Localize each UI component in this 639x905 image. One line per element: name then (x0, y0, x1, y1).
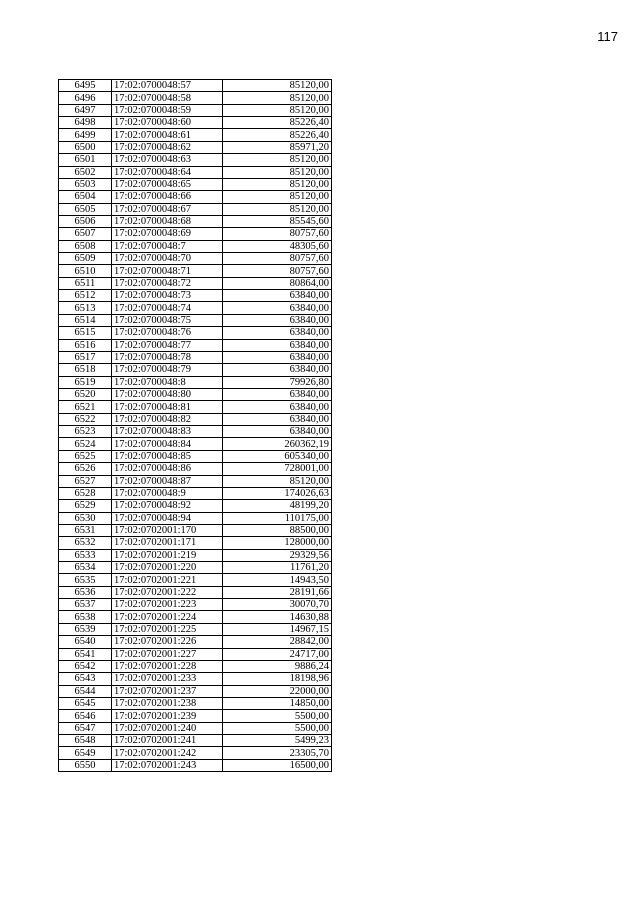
cadastral-number-cell: 17:02:0700048:69 (112, 228, 223, 240)
value-cell: 14630,88 (223, 611, 332, 623)
cadastral-number-cell: 17:02:0702001:241 (112, 735, 223, 747)
cadastral-number-cell: 17:02:0702001:226 (112, 636, 223, 648)
row-number-cell: 6518 (59, 364, 112, 376)
cadastral-number-cell: 17:02:0700048:68 (112, 215, 223, 227)
table-row (59, 265, 332, 277)
value-cell: 48305,60 (223, 240, 332, 252)
row-number-cell: 6542 (59, 660, 112, 672)
cadastral-number-cell: 17:02:0700048:94 (112, 512, 223, 524)
cadastral-number-cell: 17:02:0702001:225 (112, 623, 223, 635)
table-row (59, 562, 332, 574)
row-number-cell: 6540 (59, 636, 112, 648)
value-cell: 85120,00 (223, 203, 332, 215)
cadastral-number-cell: 17:02:0700048:63 (112, 154, 223, 166)
table-row (59, 141, 332, 153)
row-number-cell: 6543 (59, 673, 112, 685)
table-row (59, 203, 332, 215)
value-cell: 14850,00 (223, 697, 332, 709)
table-row (59, 426, 332, 438)
table-row (59, 228, 332, 240)
cadastral-number-cell: 17:02:0700048:59 (112, 104, 223, 116)
cadastral-number-cell: 17:02:0702001:243 (112, 759, 223, 771)
value-cell: 85120,00 (223, 475, 332, 487)
cadastral-number-cell: 17:02:0702001:239 (112, 710, 223, 722)
value-cell: 174026,63 (223, 487, 332, 499)
row-number-cell: 6545 (59, 697, 112, 709)
table-row (59, 549, 332, 561)
row-number-cell: 6506 (59, 215, 112, 227)
row-number-cell: 6537 (59, 599, 112, 611)
table-row (59, 735, 332, 747)
row-number-cell: 6527 (59, 475, 112, 487)
row-number-cell: 6539 (59, 623, 112, 635)
row-number-cell: 6520 (59, 388, 112, 400)
table-row (59, 388, 332, 400)
cadastral-number-cell: 17:02:0702001:223 (112, 599, 223, 611)
row-number-cell: 6525 (59, 450, 112, 462)
value-cell: 85120,00 (223, 178, 332, 190)
row-number-cell: 6524 (59, 438, 112, 450)
table-row (59, 636, 332, 648)
row-number-cell: 6519 (59, 376, 112, 388)
cadastral-number-cell: 17:02:0700048:60 (112, 117, 223, 129)
value-cell: 63840,00 (223, 388, 332, 400)
table-row (59, 673, 332, 685)
table-body (59, 80, 332, 772)
table-row (59, 438, 332, 450)
value-cell: 80757,60 (223, 265, 332, 277)
value-cell: 85226,40 (223, 117, 332, 129)
cadastral-number-cell: 17:02:0702001:227 (112, 648, 223, 660)
cadastral-number-cell: 17:02:0700048:66 (112, 191, 223, 203)
cadastral-number-cell: 17:02:0702001:220 (112, 562, 223, 574)
value-cell: 18198,96 (223, 673, 332, 685)
cadastral-number-cell: 17:02:0700048:77 (112, 339, 223, 351)
table-row (59, 351, 332, 363)
cadastral-number-cell: 17:02:0700048:70 (112, 253, 223, 265)
row-number-cell: 6535 (59, 574, 112, 586)
table-row (59, 104, 332, 116)
value-cell: 63840,00 (223, 351, 332, 363)
table-row (59, 80, 332, 92)
table-row (59, 722, 332, 734)
cadastral-number-cell: 17:02:0700048:67 (112, 203, 223, 215)
row-number-cell: 6526 (59, 463, 112, 475)
value-cell: 79926,80 (223, 376, 332, 388)
row-number-cell: 6509 (59, 253, 112, 265)
value-cell: 63840,00 (223, 314, 332, 326)
value-cell: 728001,00 (223, 463, 332, 475)
cadastral-number-cell: 17:02:0700048:8 (112, 376, 223, 388)
value-cell: 63840,00 (223, 339, 332, 351)
cadastral-number-cell: 17:02:0700048:57 (112, 80, 223, 92)
row-number-cell: 6505 (59, 203, 112, 215)
table-row (59, 463, 332, 475)
cadastral-number-cell: 17:02:0702001:222 (112, 586, 223, 598)
value-cell: 5500,00 (223, 710, 332, 722)
row-number-cell: 6499 (59, 129, 112, 141)
value-cell: 605340,00 (223, 450, 332, 462)
table-row (59, 129, 332, 141)
row-number-cell: 6549 (59, 747, 112, 759)
row-number-cell: 6501 (59, 154, 112, 166)
cadastral-number-cell: 17:02:0702001:242 (112, 747, 223, 759)
cadastral-number-cell: 17:02:0700048:58 (112, 92, 223, 104)
cadastral-number-cell: 17:02:0702001:219 (112, 549, 223, 561)
value-cell: 28842,00 (223, 636, 332, 648)
value-cell: 48199,20 (223, 500, 332, 512)
row-number-cell: 6538 (59, 611, 112, 623)
data-table (58, 79, 332, 772)
value-cell: 88500,00 (223, 524, 332, 536)
table-row (59, 710, 332, 722)
cadastral-number-cell: 17:02:0700048:82 (112, 413, 223, 425)
row-number-cell: 6532 (59, 537, 112, 549)
cadastral-number-cell: 17:02:0702001:170 (112, 524, 223, 536)
table-row (59, 500, 332, 512)
value-cell: 80757,60 (223, 228, 332, 240)
value-cell: 63840,00 (223, 401, 332, 413)
value-cell: 29329,56 (223, 549, 332, 561)
row-number-cell: 6530 (59, 512, 112, 524)
row-number-cell: 6516 (59, 339, 112, 351)
cadastral-number-cell: 17:02:0700048:73 (112, 290, 223, 302)
value-cell: 85120,00 (223, 104, 332, 116)
table-row (59, 376, 332, 388)
table-row (59, 277, 332, 289)
table-row (59, 290, 332, 302)
cadastral-number-cell: 17:02:0700048:71 (112, 265, 223, 277)
row-number-cell: 6498 (59, 117, 112, 129)
cadastral-number-cell: 17:02:0700048:75 (112, 314, 223, 326)
cadastral-number-cell: 17:02:0702001:233 (112, 673, 223, 685)
row-number-cell: 6533 (59, 549, 112, 561)
row-number-cell: 6548 (59, 735, 112, 747)
table-row (59, 487, 332, 499)
row-number-cell: 6496 (59, 92, 112, 104)
row-number-cell: 6517 (59, 351, 112, 363)
value-cell: 85971,20 (223, 141, 332, 153)
cadastral-number-cell: 17:02:0702001:171 (112, 537, 223, 549)
table-row (59, 574, 332, 586)
value-cell: 63840,00 (223, 364, 332, 376)
row-number-cell: 6513 (59, 302, 112, 314)
row-number-cell: 6507 (59, 228, 112, 240)
table-row (59, 697, 332, 709)
table-row (59, 117, 332, 129)
value-cell: 30070,70 (223, 599, 332, 611)
value-cell: 22000,00 (223, 685, 332, 697)
cadastral-number-cell: 17:02:0700048:92 (112, 500, 223, 512)
table-row (59, 413, 332, 425)
table-row (59, 512, 332, 524)
value-cell: 128000,00 (223, 537, 332, 549)
value-cell: 85226,40 (223, 129, 332, 141)
row-number-cell: 6511 (59, 277, 112, 289)
cadastral-number-cell: 17:02:0700048:9 (112, 487, 223, 499)
cadastral-number-cell: 17:02:0700048:76 (112, 327, 223, 339)
cadastral-number-cell: 17:02:0702001:237 (112, 685, 223, 697)
row-number-cell: 6550 (59, 759, 112, 771)
cadastral-number-cell: 17:02:0700048:72 (112, 277, 223, 289)
value-cell: 5500,00 (223, 722, 332, 734)
row-number-cell: 6541 (59, 648, 112, 660)
table-row (59, 166, 332, 178)
row-number-cell: 6528 (59, 487, 112, 499)
row-number-cell: 6522 (59, 413, 112, 425)
row-number-cell: 6502 (59, 166, 112, 178)
row-number-cell: 6547 (59, 722, 112, 734)
value-cell: 23305,70 (223, 747, 332, 759)
cadastral-number-cell: 17:02:0700048:79 (112, 364, 223, 376)
table-row (59, 178, 332, 190)
cadastral-number-cell: 17:02:0702001:228 (112, 660, 223, 672)
table-row (59, 450, 332, 462)
value-cell: 9886,24 (223, 660, 332, 672)
cadastral-number-cell: 17:02:0700048:64 (112, 166, 223, 178)
table-row (59, 327, 332, 339)
table-row (59, 623, 332, 635)
table-row (59, 524, 332, 536)
table-row (59, 660, 332, 672)
cadastral-number-cell: 17:02:0700048:65 (112, 178, 223, 190)
value-cell: 24717,00 (223, 648, 332, 660)
row-number-cell: 6515 (59, 327, 112, 339)
value-cell: 260362,19 (223, 438, 332, 450)
row-number-cell: 6536 (59, 586, 112, 598)
row-number-cell: 6495 (59, 80, 112, 92)
row-number-cell: 6504 (59, 191, 112, 203)
table-row (59, 611, 332, 623)
value-cell: 110175,00 (223, 512, 332, 524)
value-cell: 85120,00 (223, 154, 332, 166)
table-row (59, 339, 332, 351)
row-number-cell: 6508 (59, 240, 112, 252)
value-cell: 5499,23 (223, 735, 332, 747)
cadastral-number-cell: 17:02:0702001:238 (112, 697, 223, 709)
row-number-cell: 6529 (59, 500, 112, 512)
table-row (59, 537, 332, 549)
cadastral-number-cell: 17:02:0702001:240 (112, 722, 223, 734)
table-row (59, 648, 332, 660)
value-cell: 80757,60 (223, 253, 332, 265)
table-row (59, 685, 332, 697)
value-cell: 85120,00 (223, 92, 332, 104)
cadastral-number-cell: 17:02:0700048:80 (112, 388, 223, 400)
table-row (59, 314, 332, 326)
value-cell: 63840,00 (223, 426, 332, 438)
row-number-cell: 6523 (59, 426, 112, 438)
table-row (59, 302, 332, 314)
table-row (59, 364, 332, 376)
table-row (59, 215, 332, 227)
row-number-cell: 6534 (59, 562, 112, 574)
value-cell: 85545,60 (223, 215, 332, 227)
cadastral-number-cell: 17:02:0700048:81 (112, 401, 223, 413)
table-row (59, 240, 332, 252)
cadastral-number-cell: 17:02:0700048:87 (112, 475, 223, 487)
value-cell: 80864,00 (223, 277, 332, 289)
table-row (59, 586, 332, 598)
row-number-cell: 6497 (59, 104, 112, 116)
table-row (59, 401, 332, 413)
row-number-cell: 6512 (59, 290, 112, 302)
row-number-cell: 6531 (59, 524, 112, 536)
table-row (59, 92, 332, 104)
table-row (59, 154, 332, 166)
table-row (59, 747, 332, 759)
row-number-cell: 6546 (59, 710, 112, 722)
cadastral-number-cell: 17:02:0700048:78 (112, 351, 223, 363)
cadastral-number-cell: 17:02:0700048:74 (112, 302, 223, 314)
cadastral-number-cell: 17:02:0702001:224 (112, 611, 223, 623)
value-cell: 16500,00 (223, 759, 332, 771)
value-cell: 63840,00 (223, 413, 332, 425)
value-cell: 63840,00 (223, 302, 332, 314)
cadastral-number-cell: 17:02:0700048:84 (112, 438, 223, 450)
value-cell: 85120,00 (223, 166, 332, 178)
value-cell: 14943,50 (223, 574, 332, 586)
row-number-cell: 6510 (59, 265, 112, 277)
row-number-cell: 6500 (59, 141, 112, 153)
value-cell: 63840,00 (223, 327, 332, 339)
table-row (59, 599, 332, 611)
table-row (59, 191, 332, 203)
table-row (59, 759, 332, 771)
table-row (59, 253, 332, 265)
value-cell: 85120,00 (223, 191, 332, 203)
value-cell: 14967,15 (223, 623, 332, 635)
value-cell: 28191,66 (223, 586, 332, 598)
row-number-cell: 6514 (59, 314, 112, 326)
row-number-cell: 6503 (59, 178, 112, 190)
cadastral-number-cell: 17:02:0700048:62 (112, 141, 223, 153)
row-number-cell: 6521 (59, 401, 112, 413)
page-number: 117 (597, 29, 618, 44)
cadastral-number-cell: 17:02:0700048:86 (112, 463, 223, 475)
cadastral-number-cell: 17:02:0702001:221 (112, 574, 223, 586)
value-cell: 11761,20 (223, 562, 332, 574)
cadastral-number-cell: 17:02:0700048:83 (112, 426, 223, 438)
value-cell: 85120,00 (223, 80, 332, 92)
cadastral-number-cell: 17:02:0700048:7 (112, 240, 223, 252)
value-cell: 63840,00 (223, 290, 332, 302)
table-row (59, 475, 332, 487)
cadastral-number-cell: 17:02:0700048:61 (112, 129, 223, 141)
cadastral-number-cell: 17:02:0700048:85 (112, 450, 223, 462)
row-number-cell: 6544 (59, 685, 112, 697)
